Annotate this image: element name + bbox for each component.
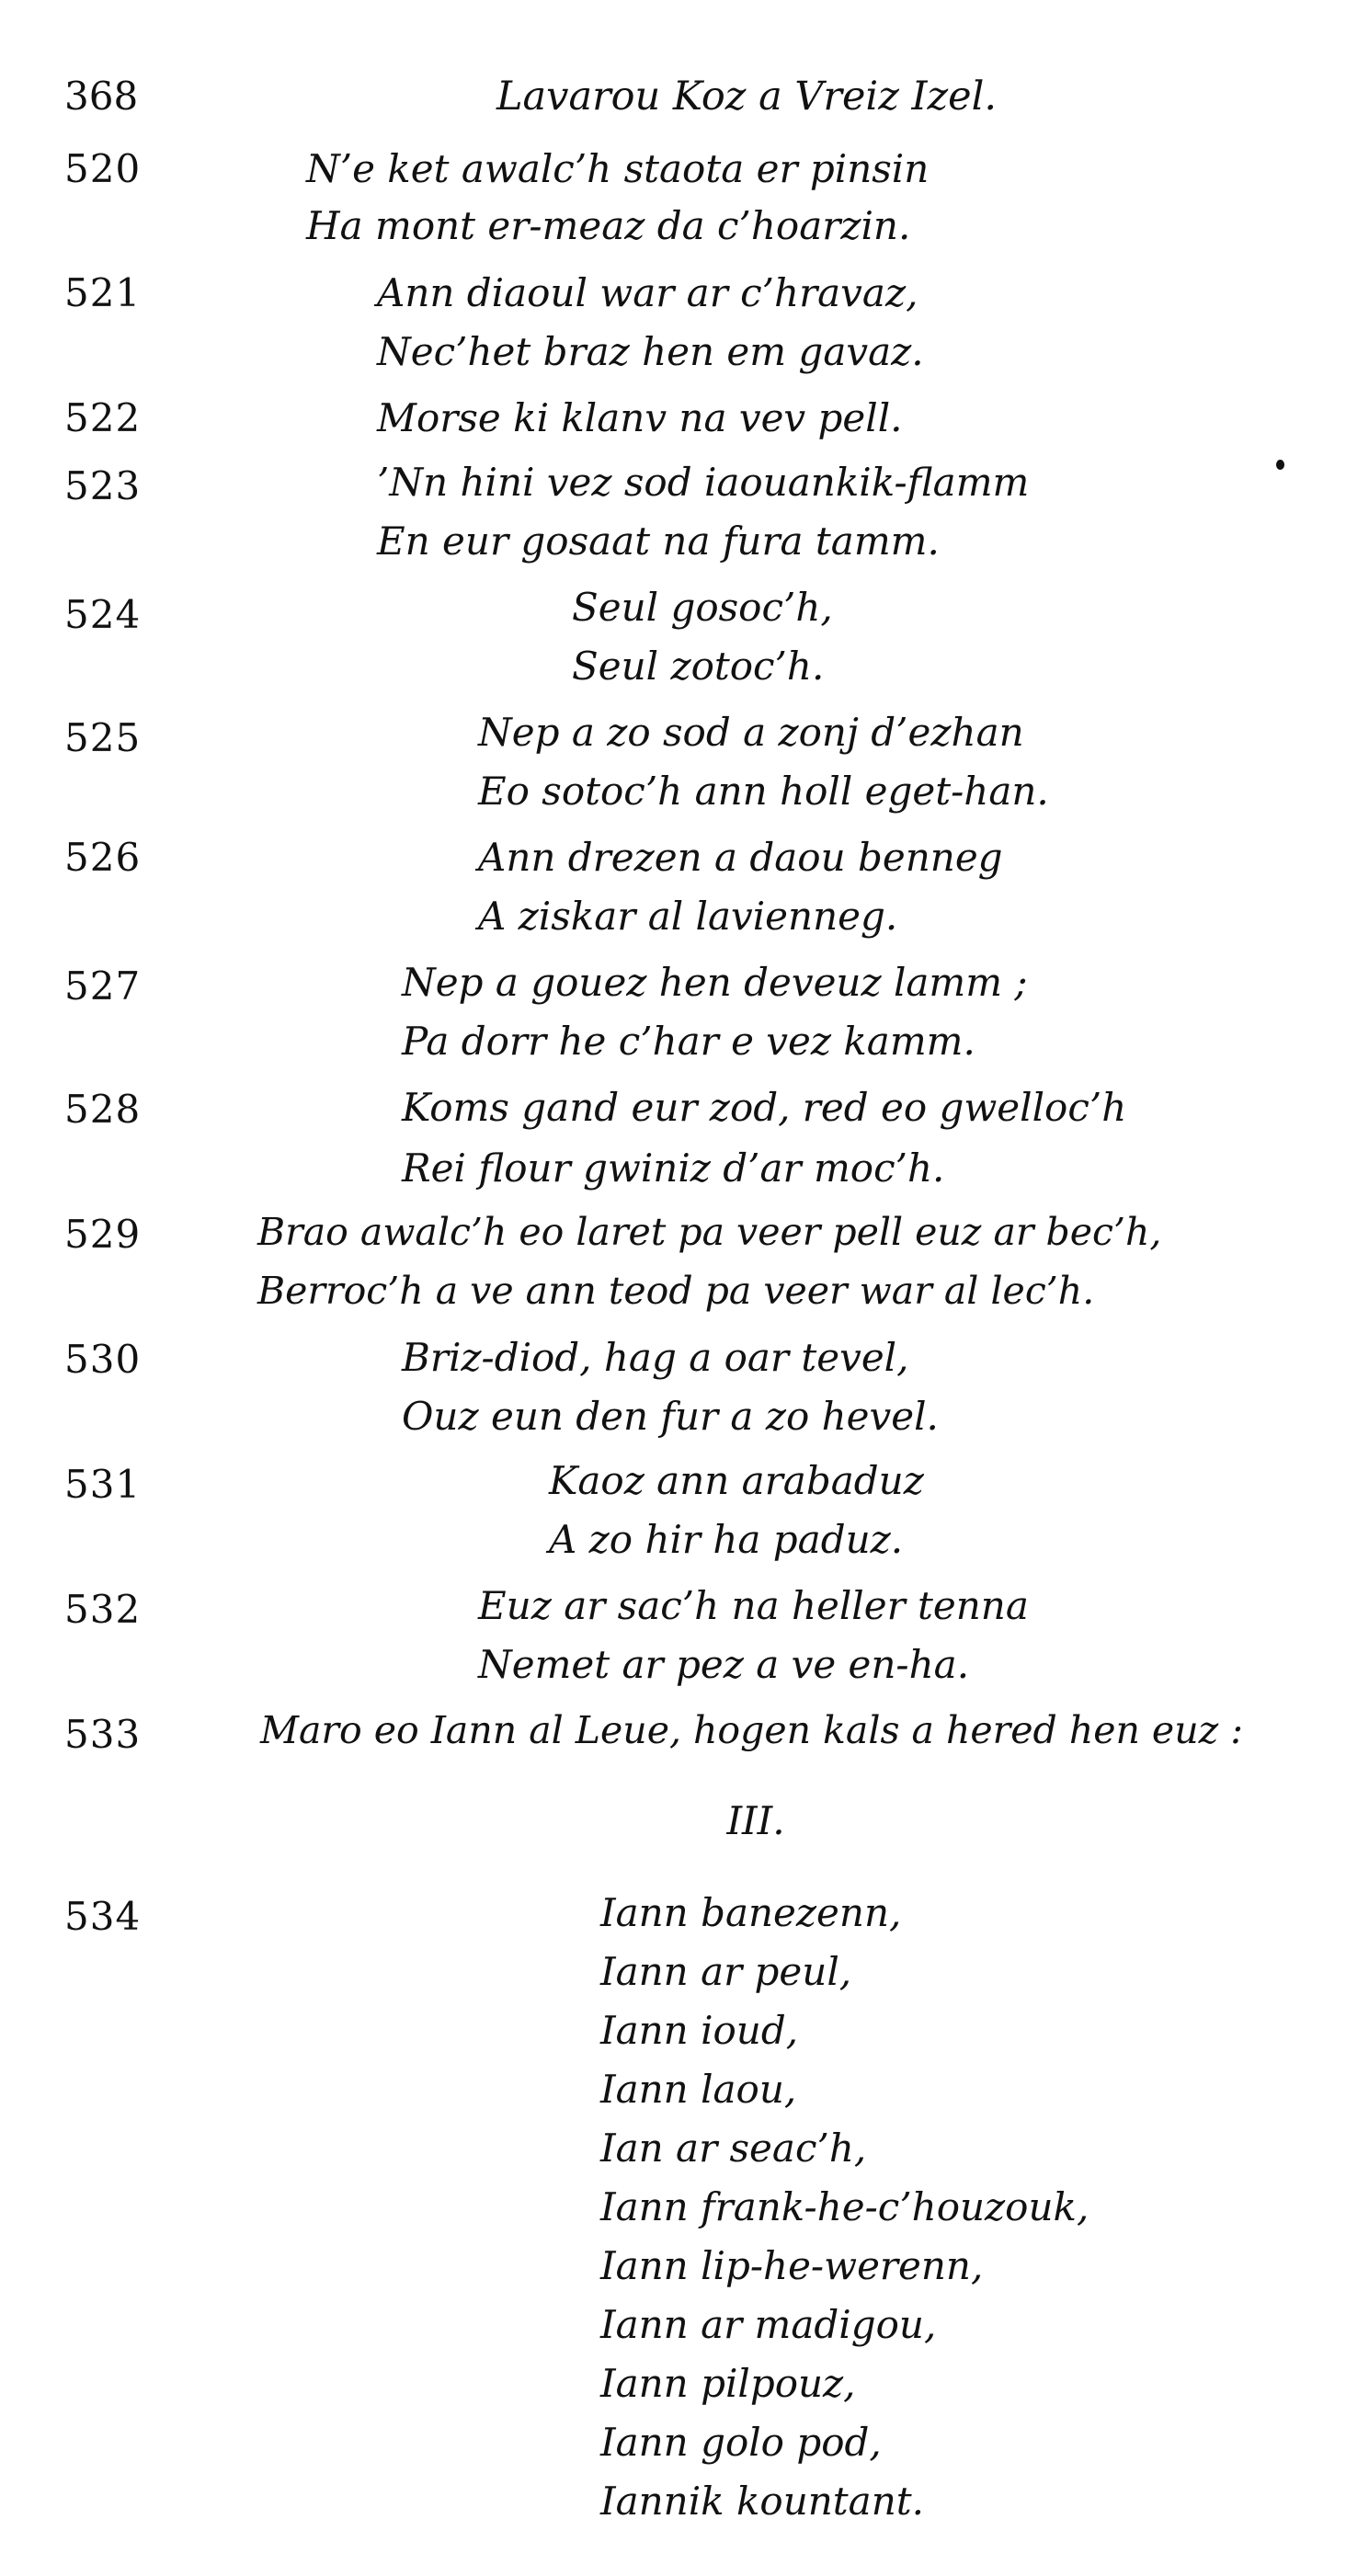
list-line: Iann lip-he-werenn, <box>600 2243 984 2288</box>
proverb-line: Ouz eun den fur a zo hevel. <box>402 1394 939 1439</box>
list-line: Ian ar seac’h, <box>600 2126 867 2171</box>
list-line: Iann golo pod, <box>600 2420 882 2465</box>
proverb-line: Nemet ar pez a ve en-ha. <box>478 1642 970 1687</box>
proverb-number: 520 <box>64 146 142 191</box>
proverb-line: A zo hir ha paduz. <box>549 1517 904 1562</box>
proverb-number: 523 <box>64 463 142 508</box>
proverb-line: Koms gand eur zod, red eo gwelloc’h <box>402 1085 1127 1130</box>
proverb-line: Kaoz ann arabaduz <box>549 1458 924 1503</box>
proverb-line: Rei flour gwiniz d’ar moc’h. <box>402 1146 945 1191</box>
proverb-line: A ziskar al lavienneg. <box>478 894 898 939</box>
section-heading: III. <box>726 1798 785 1843</box>
proverb-number: 531 <box>64 1462 142 1507</box>
list-line: Iannik kountant. <box>600 2479 924 2524</box>
proverb-number: 525 <box>64 715 142 760</box>
proverb-number: 527 <box>64 963 142 1009</box>
proverb-line: Seul gosoc’h, <box>572 585 833 630</box>
proverb-line: Seul zotoc’h. <box>572 644 825 689</box>
list-line: Iann ar peul, <box>600 1949 852 1994</box>
proverb-line: Nep a zo sod a zonj d’ezhan <box>478 710 1024 755</box>
proverb-number: 529 <box>64 1212 142 1257</box>
proverb-line: Briz-diod, hag a oar tevel, <box>402 1335 909 1380</box>
proverb-number: 524 <box>64 592 142 637</box>
proverb-line: Nep a gouez hen deveuz lamm ; <box>402 960 1028 1005</box>
proverb-number: 534 <box>64 1894 142 1939</box>
list-line: Iann pilpouz, <box>600 2361 856 2406</box>
list-line: Iann frank-he-c’houzouk, <box>600 2184 1089 2229</box>
proverb-line: Ann drezen a daou benneg <box>478 835 1003 880</box>
proverb-line: Euz ar sac’h na heller tenna <box>478 1583 1029 1628</box>
proverb-line: Ann diaoul war ar c’hravaz, <box>377 270 918 315</box>
proverb-line: Ha mont er-meaz da c’hoarzin. <box>306 203 911 248</box>
list-line: Iann laou, <box>600 2067 797 2112</box>
proverb-number: 533 <box>64 1712 142 1757</box>
proverb-number: 522 <box>64 395 142 440</box>
proverb-line: ’Nn hini vez sod iaouankik-flamm <box>377 460 1030 505</box>
proverb-line: N’e ket awalc’h staota er pinsin <box>306 146 930 191</box>
list-line: Iann banezenn, <box>600 1890 902 1935</box>
proverb-number: 528 <box>64 1087 142 1132</box>
list-line: Iann ioud, <box>600 2008 799 2053</box>
page-number: 368 <box>64 74 139 119</box>
proverb-line: Brao awalc’h eo laret pa veer pell euz ar bec’h, <box>257 1210 1162 1254</box>
ink-speck <box>1276 460 1284 470</box>
proverb-line: Nec’het braz hen em gavaz. <box>377 329 924 374</box>
proverb-line: Morse ki klanv na vev pell. <box>377 395 903 440</box>
proverb-line: Eo sotoc’h ann holl eget-han. <box>478 769 1049 814</box>
proverb-line: Maro eo Iann al Leue, hogen kals a hered hen euz : <box>260 1708 1244 1752</box>
proverb-line: Pa dorr he c’har e vez kamm. <box>402 1019 975 1064</box>
proverb-number: 530 <box>64 1337 142 1382</box>
proverb-number: 526 <box>64 835 142 880</box>
running-title: Lavarou Koz a Vreiz Izel. <box>496 74 998 120</box>
proverb-line: En eur gosaat na fura tamm. <box>377 519 940 564</box>
list-line: Iann ar madigou, <box>600 2302 937 2347</box>
proverb-number: 521 <box>64 270 142 315</box>
proverb-line: Berroc’h a ve ann teod pa veer war al lec’h. <box>257 1269 1095 1313</box>
proverb-number: 532 <box>64 1587 142 1632</box>
